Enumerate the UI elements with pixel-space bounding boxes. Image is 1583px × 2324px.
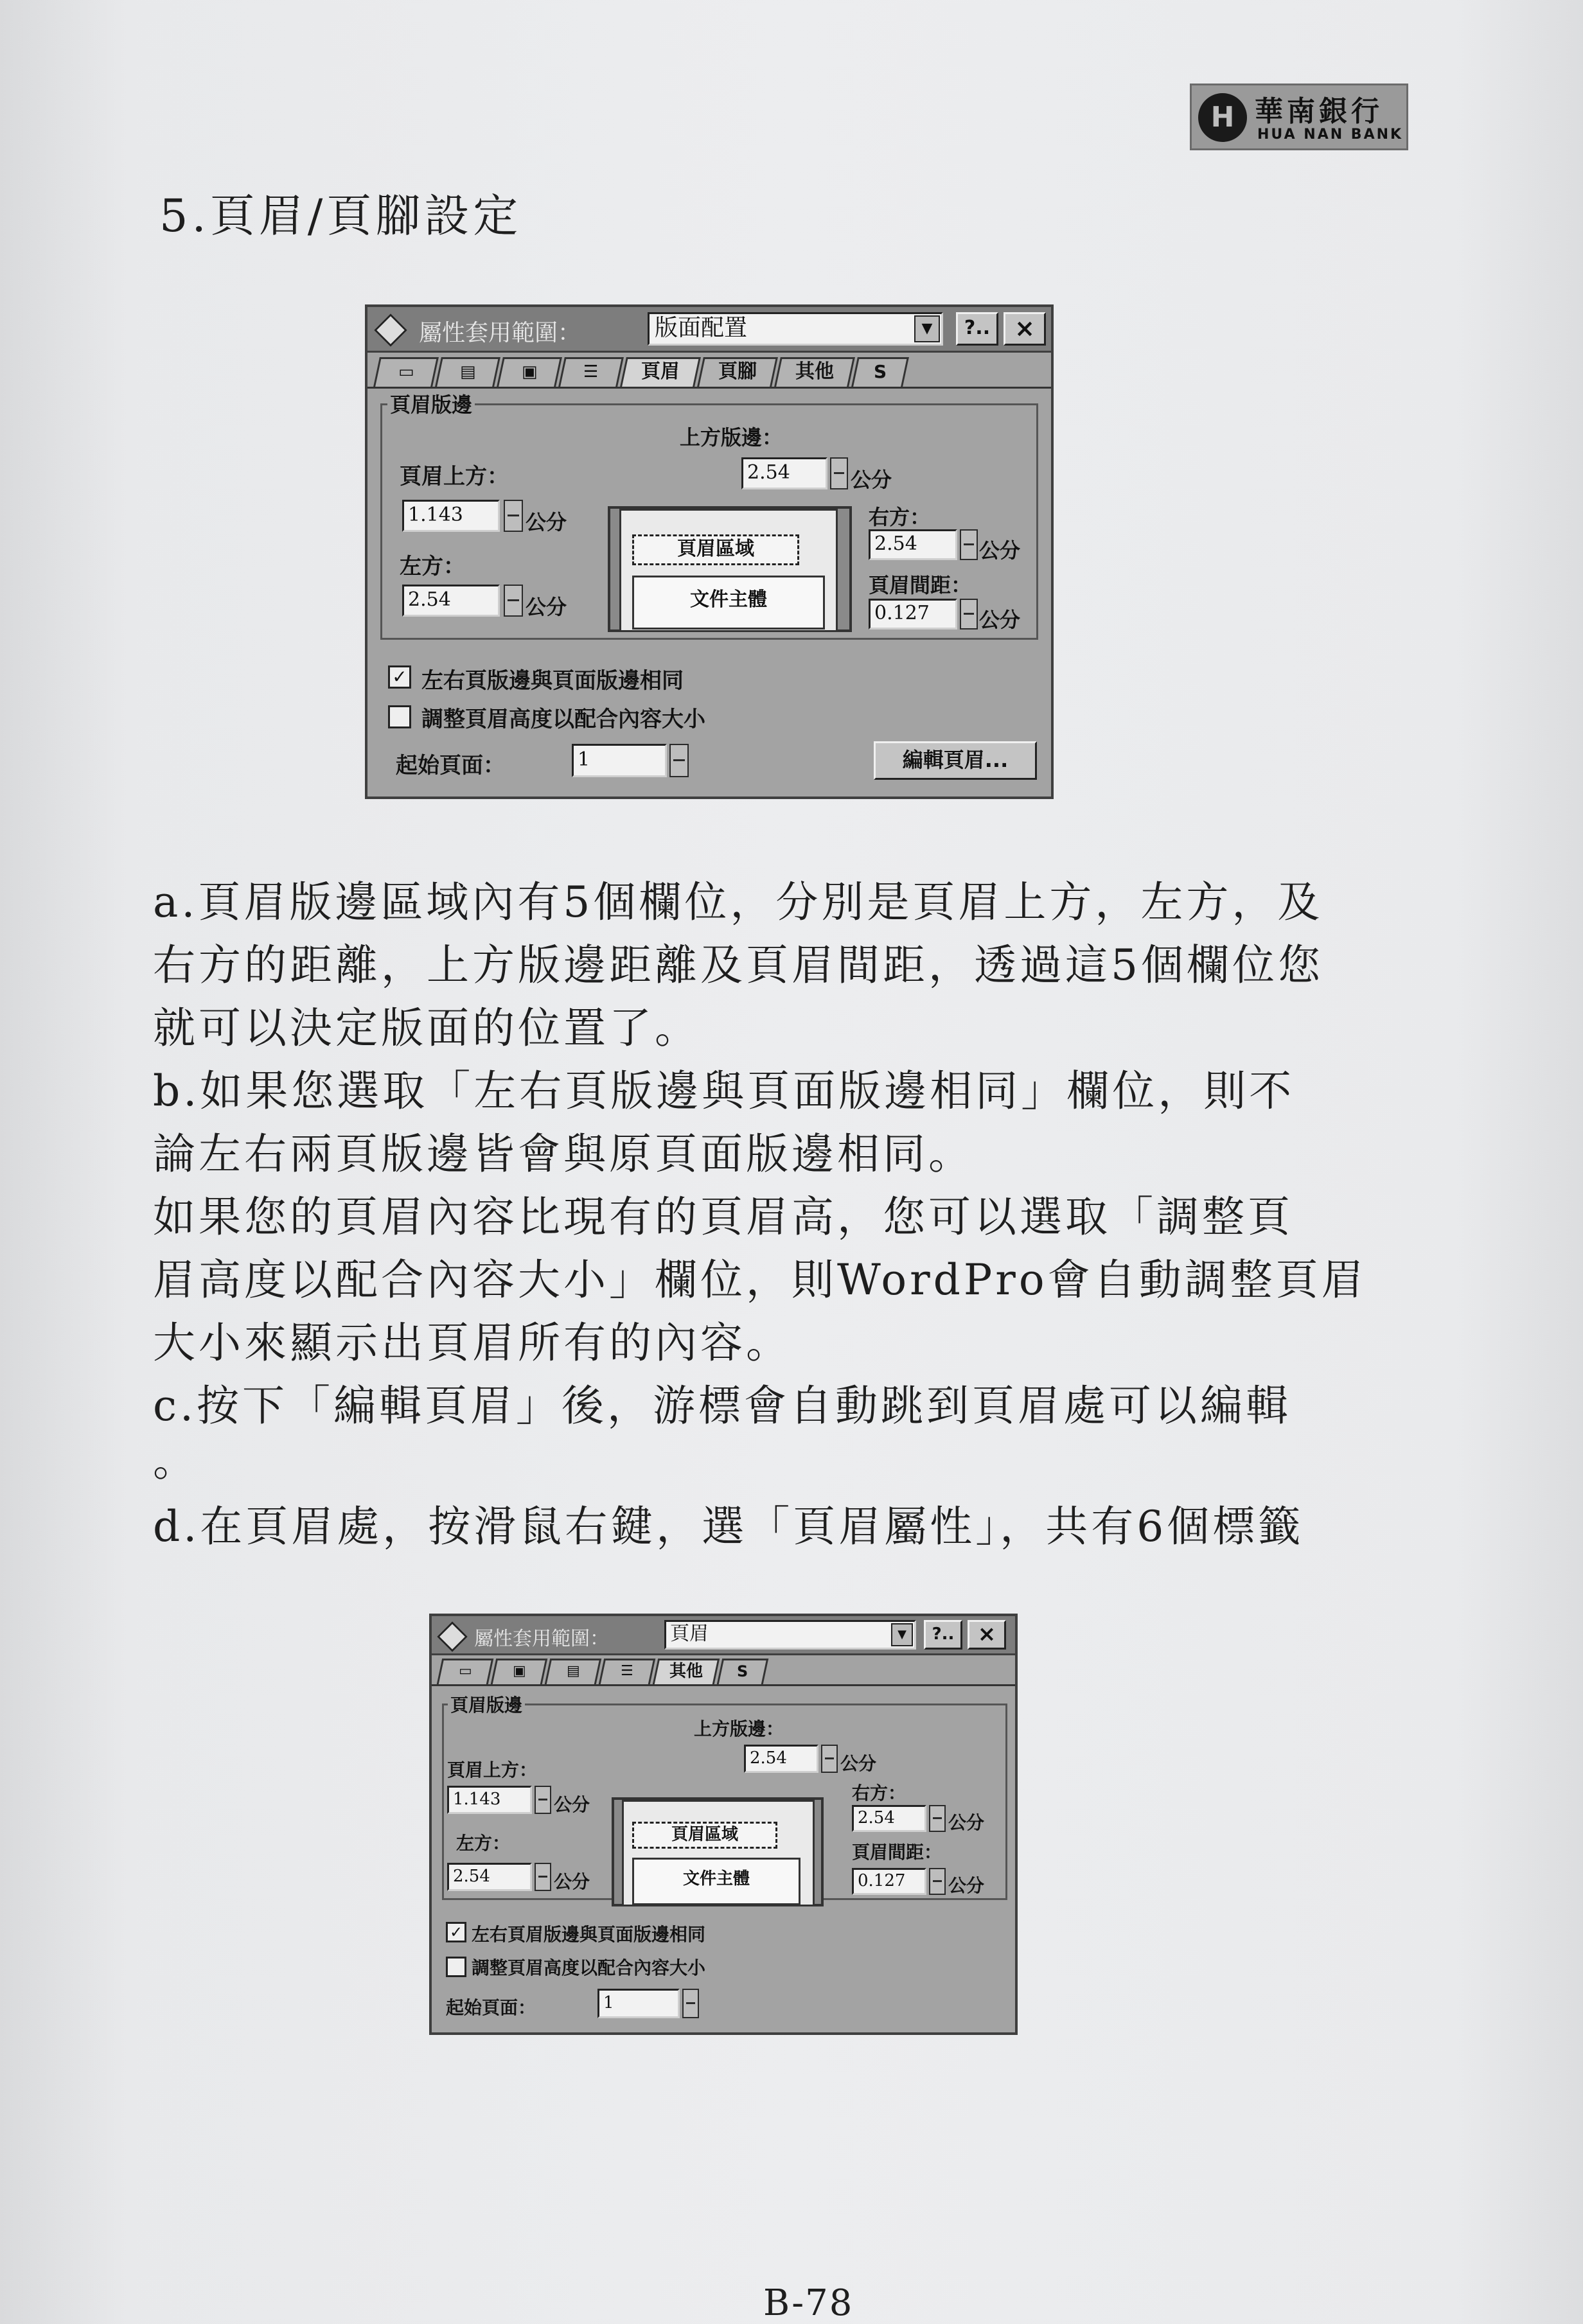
scope-label: 屬性套用範圍：: [419, 320, 581, 346]
tab-icon-3: ▣: [521, 362, 538, 382]
same-margin-label-2: 左右頁眉版邊與頁面版邊相同: [472, 1924, 706, 1945]
tab2-other[interactable]: 其他: [653, 1659, 720, 1684]
tab-style[interactable]: S: [851, 357, 909, 387]
page-number: B-78: [763, 2282, 854, 2324]
same-margin-checkbox[interactable]: ✓: [388, 665, 411, 689]
header-top-label-2: 頁眉上方：: [447, 1759, 538, 1781]
paragraph-line-2: 右方的距離，上方版邊距離及頁眉間距，透過這5個欄位您: [153, 940, 1323, 990]
header-top-label: 頁眉上方：: [400, 464, 509, 489]
left-input-2[interactable]: 2.54: [447, 1863, 532, 1891]
paragraph-line-11: d.在頁眉處，按滑鼠右鍵，選「頁眉屬性」，共有6個標籤: [153, 1502, 1304, 1551]
help-button-2[interactable]: ?..: [924, 1620, 962, 1650]
tab2-4[interactable]: [599, 1659, 656, 1684]
top-margin-unit: 公分: [851, 468, 892, 492]
tab2-icon-3: ▤: [566, 1663, 580, 1679]
paragraph-line-9: c.按下「編輯頁眉」後，游標會自動跳到頁眉處可以編輯: [153, 1381, 1291, 1430]
right-label: 右方：: [869, 505, 931, 529]
start-page-input[interactable]: 1: [572, 744, 667, 777]
header-properties-dialog-1: [365, 304, 1054, 799]
tab2-style[interactable]: S: [717, 1659, 769, 1684]
tab-header[interactable]: 頁眉: [620, 357, 701, 387]
tab2-icon-1: ▭: [458, 1663, 472, 1679]
same-margin-label: 左右頁版邊與頁面版邊相同: [421, 668, 684, 694]
spacing-label: 頁眉間距：: [869, 573, 972, 597]
spacing-unit: 公分: [979, 608, 1021, 632]
dialog-app-icon-2: [437, 1621, 468, 1652]
left-label: 左方：: [400, 554, 465, 579]
margin-preview: [608, 506, 852, 632]
auto-height-label-2: 調整頁眉高度以配合內容大小: [472, 1957, 706, 1978]
auto-height-checkbox[interactable]: [388, 705, 411, 728]
header-top-spinner[interactable]: [504, 500, 523, 532]
header-top-input[interactable]: 1.143: [402, 500, 500, 532]
close-button-2[interactable]: ×: [968, 1620, 1006, 1650]
top-margin-spinner[interactable]: [830, 457, 848, 489]
tab2-2[interactable]: [491, 1659, 548, 1684]
margin-preview-2: [612, 1797, 824, 1906]
bank-logo: [1190, 84, 1408, 150]
paragraph-line-6: 如果您的頁眉內容比現有的頁眉高，您可以選取「調整頁: [153, 1192, 1293, 1242]
bank-name-en: HUA NAN BANK: [1257, 127, 1404, 143]
left-spinner[interactable]: [504, 585, 523, 617]
scope-label-2: 屬性套用範圍：: [474, 1628, 609, 1650]
start-page-label-2: 起始頁面：: [446, 1997, 536, 2018]
spacing-input-2[interactable]: 0.127: [852, 1868, 926, 1895]
tab2-icon-2: ▣: [512, 1663, 526, 1679]
tab-icon-1: ▭: [398, 362, 414, 382]
header-top-unit-2: 公分: [554, 1794, 590, 1815]
section-title: 5.頁眉/頁腳設定: [159, 189, 522, 242]
spacing-label-2: 頁眉間距：: [852, 1842, 942, 1863]
left-spinner-2[interactable]: [535, 1863, 551, 1891]
tab2-3[interactable]: [545, 1659, 602, 1684]
left-input[interactable]: 2.54: [402, 585, 500, 617]
chevron-down-icon-2[interactable]: ▼: [891, 1623, 913, 1646]
spacing-input[interactable]: 0.127: [869, 599, 957, 629]
paragraph-line-7: 眉高度以配合內容大小」欄位，則WordPro會自動調整頁眉: [153, 1255, 1367, 1305]
header-properties-dialog-2: [429, 1614, 1018, 2035]
top-margin-input[interactable]: 2.54: [741, 457, 827, 489]
right-unit: 公分: [979, 538, 1021, 563]
right-spinner[interactable]: [960, 529, 978, 560]
header-top-spinner-2[interactable]: [535, 1786, 551, 1814]
right-spinner-2[interactable]: [929, 1805, 946, 1832]
top-margin-unit-2: 公分: [840, 1753, 877, 1774]
auto-height-label: 調整頁眉高度以配合內容大小: [421, 707, 705, 732]
paragraph-line-5: 論左右兩頁版邊皆會與原頁面版邊相同。: [153, 1129, 974, 1179]
tab-1[interactable]: [373, 357, 439, 387]
tab-other[interactable]: 其他: [774, 357, 855, 387]
auto-height-checkbox-2[interactable]: [446, 1957, 466, 1977]
dialog-app-icon: [374, 313, 407, 346]
preview-header-area: 頁眉區域: [632, 534, 799, 565]
close-button[interactable]: ×: [1004, 312, 1046, 346]
bank-name-cn: 華南銀行: [1255, 95, 1383, 128]
preview-document-body: 文件主體: [632, 576, 825, 629]
start-page-label: 起始頁面：: [396, 753, 505, 779]
tab-2[interactable]: [435, 357, 500, 387]
left-unit-2: 公分: [554, 1871, 590, 1892]
tab-icon-2: ▤: [459, 362, 476, 382]
paragraph-line-4: b.如果您選取「左右頁版邊與頁面版邊相同」欄位，則不: [153, 1066, 1295, 1116]
right-input[interactable]: 2.54: [869, 529, 957, 560]
paragraph-line-1: a.頁眉版邊區域內有5個欄位，分別是頁眉上方，左方，及: [153, 877, 1323, 927]
right-label-2: 右方：: [852, 1783, 906, 1804]
tab-strip: [367, 357, 1051, 389]
dialog-titlebar: [367, 307, 1051, 353]
dialog-titlebar-2: [432, 1616, 1015, 1655]
right-input-2[interactable]: 2.54: [852, 1805, 926, 1832]
start-page-spinner[interactable]: [669, 744, 689, 777]
group-label: 頁眉版邊: [387, 389, 475, 418]
tab-4[interactable]: [558, 357, 624, 387]
tab-strip-2: [432, 1659, 1015, 1686]
preview-document-body-2: 文件主體: [632, 1858, 800, 1905]
start-page-input-2[interactable]: 1: [597, 1989, 680, 2018]
paragraph-line-8: 大小來顯示出頁眉所有的內容。: [153, 1318, 792, 1368]
chevron-down-icon[interactable]: ▼: [914, 315, 940, 342]
group-label-2: 頁眉版邊: [448, 1691, 525, 1717]
start-page-spinner-2[interactable]: [682, 1989, 699, 2018]
bank-logo-icon: H: [1198, 93, 1247, 142]
top-margin-label: 上方版邊：: [680, 425, 783, 450]
tab2-1[interactable]: [437, 1659, 494, 1684]
paragraph-line-3: 就可以決定版面的位置了。: [153, 1003, 700, 1053]
same-margin-checkbox-2[interactable]: ✓: [446, 1922, 466, 1942]
tab-footer[interactable]: 頁腳: [697, 357, 778, 387]
header-top-unit: 公分: [526, 510, 567, 534]
edit-header-button[interactable]: 編輯頁眉...: [874, 741, 1037, 780]
header-top-input-2[interactable]: 1.143: [447, 1786, 532, 1814]
tab-icon-4: ☰: [583, 362, 599, 382]
left-unit: 公分: [526, 595, 567, 619]
scope-select-2[interactable]: 頁眉 ▼: [664, 1620, 916, 1650]
paragraph-line-10: 。: [153, 1436, 199, 1486]
spacing-unit-2: 公分: [948, 1875, 985, 1896]
top-margin-spinner-2[interactable]: [821, 1745, 838, 1773]
top-margin-input-2[interactable]: 2.54: [744, 1745, 818, 1773]
scope-select[interactable]: 版面配置 ▼: [648, 312, 943, 346]
preview-header-area-2: 頁眉區域: [632, 1822, 777, 1849]
left-label-2: 左方：: [456, 1833, 511, 1854]
spacing-spinner-2[interactable]: [929, 1868, 946, 1895]
spacing-spinner[interactable]: [960, 599, 978, 629]
top-margin-label-2: 上方版邊：: [694, 1718, 784, 1739]
tab-3[interactable]: [497, 357, 562, 387]
tab2-icon-4: ☰: [621, 1663, 633, 1679]
right-unit-2: 公分: [948, 1812, 985, 1833]
help-button[interactable]: ?..: [956, 312, 998, 346]
